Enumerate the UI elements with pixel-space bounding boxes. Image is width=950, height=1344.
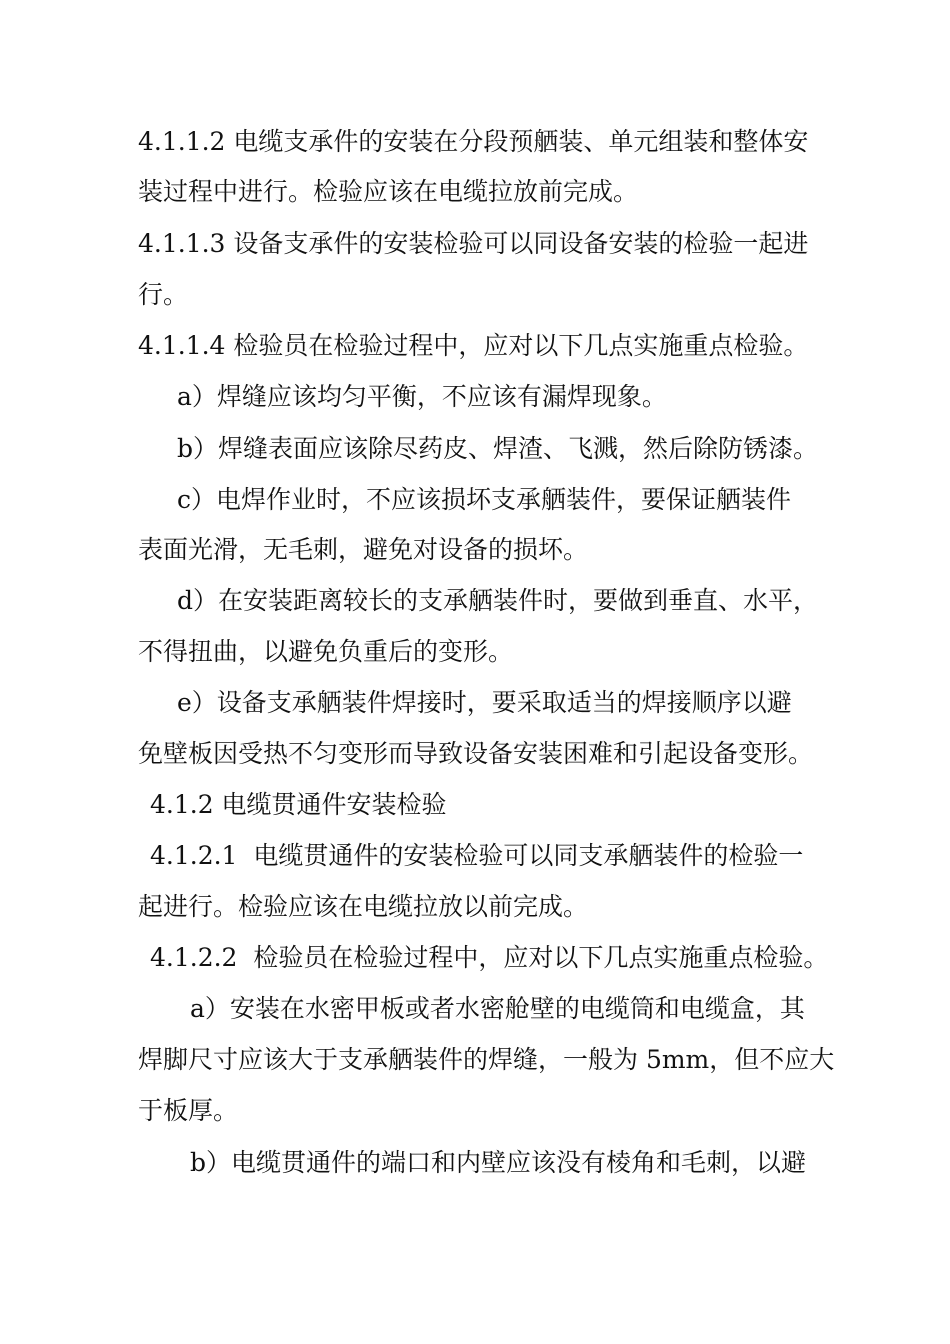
list-item: a）焊缝应该均匀平衡，不应该有漏焊现象。 — [177, 382, 667, 411]
paragraph-line: 行。 — [138, 280, 189, 309]
paragraph-line: 4.1.2.1 电缆贯通件的安装检验可以同支承舾装件的检验一 — [150, 841, 804, 870]
list-item: b）电缆贯通件的端口和内壁应该没有棱角和毛刺，以避 — [190, 1148, 807, 1177]
paragraph-line: 免壁板因受热不匀变形而导致设备安装困难和引起设备变形。 — [138, 739, 814, 768]
list-item: c）电焊作业时，不应该损坏支承舾装件，要保证舾装件 — [177, 485, 792, 514]
paragraph-line: 起进行。检验应该在电缆拉放以前完成。 — [138, 892, 589, 921]
paragraph-line: 4.1.1.3 设备支承件的安装检验可以同设备安装的检验一起进 — [138, 229, 809, 258]
list-item: a）安装在水密甲板或者水密舱壁的电缆筒和电缆盒，其 — [190, 994, 805, 1023]
section-heading: 4.1.2 电缆贯通件安装检验 — [150, 790, 447, 819]
paragraph-line: 于板厚。 — [138, 1096, 239, 1125]
paragraph-line: 装过程中进行。检验应该在电缆拉放前完成。 — [138, 177, 639, 206]
paragraph-line: 4.1.1.2 电缆支承件的安装在分段预舾装、单元组装和整体安 — [138, 127, 809, 156]
list-item: b）焊缝表面应该除尽药皮、焊渣、飞溅，然后除防锈漆。 — [177, 434, 819, 463]
paragraph-line: 4.1.1.4 检验员在检验过程中，应对以下几点实施重点检验。 — [138, 331, 809, 360]
paragraph-line: 不得扭曲，以避免负重后的变形。 — [138, 637, 514, 666]
paragraph-line: 表面光滑，无毛刺，避免对设备的损坏。 — [138, 535, 589, 564]
paragraph-line: 焊脚尺寸应该大于支承舾装件的焊缝，一般为 5mm，但不应大 — [138, 1045, 835, 1074]
list-item: e）设备支承舾装件焊接时，要采取适当的焊接顺序以避 — [177, 688, 792, 717]
list-item: d）在安装距离较长的支承舾装件时，要做到垂直、水平， — [177, 586, 819, 615]
paragraph-line: 4.1.2.2 检验员在检验过程中，应对以下几点实施重点检验。 — [150, 943, 829, 972]
